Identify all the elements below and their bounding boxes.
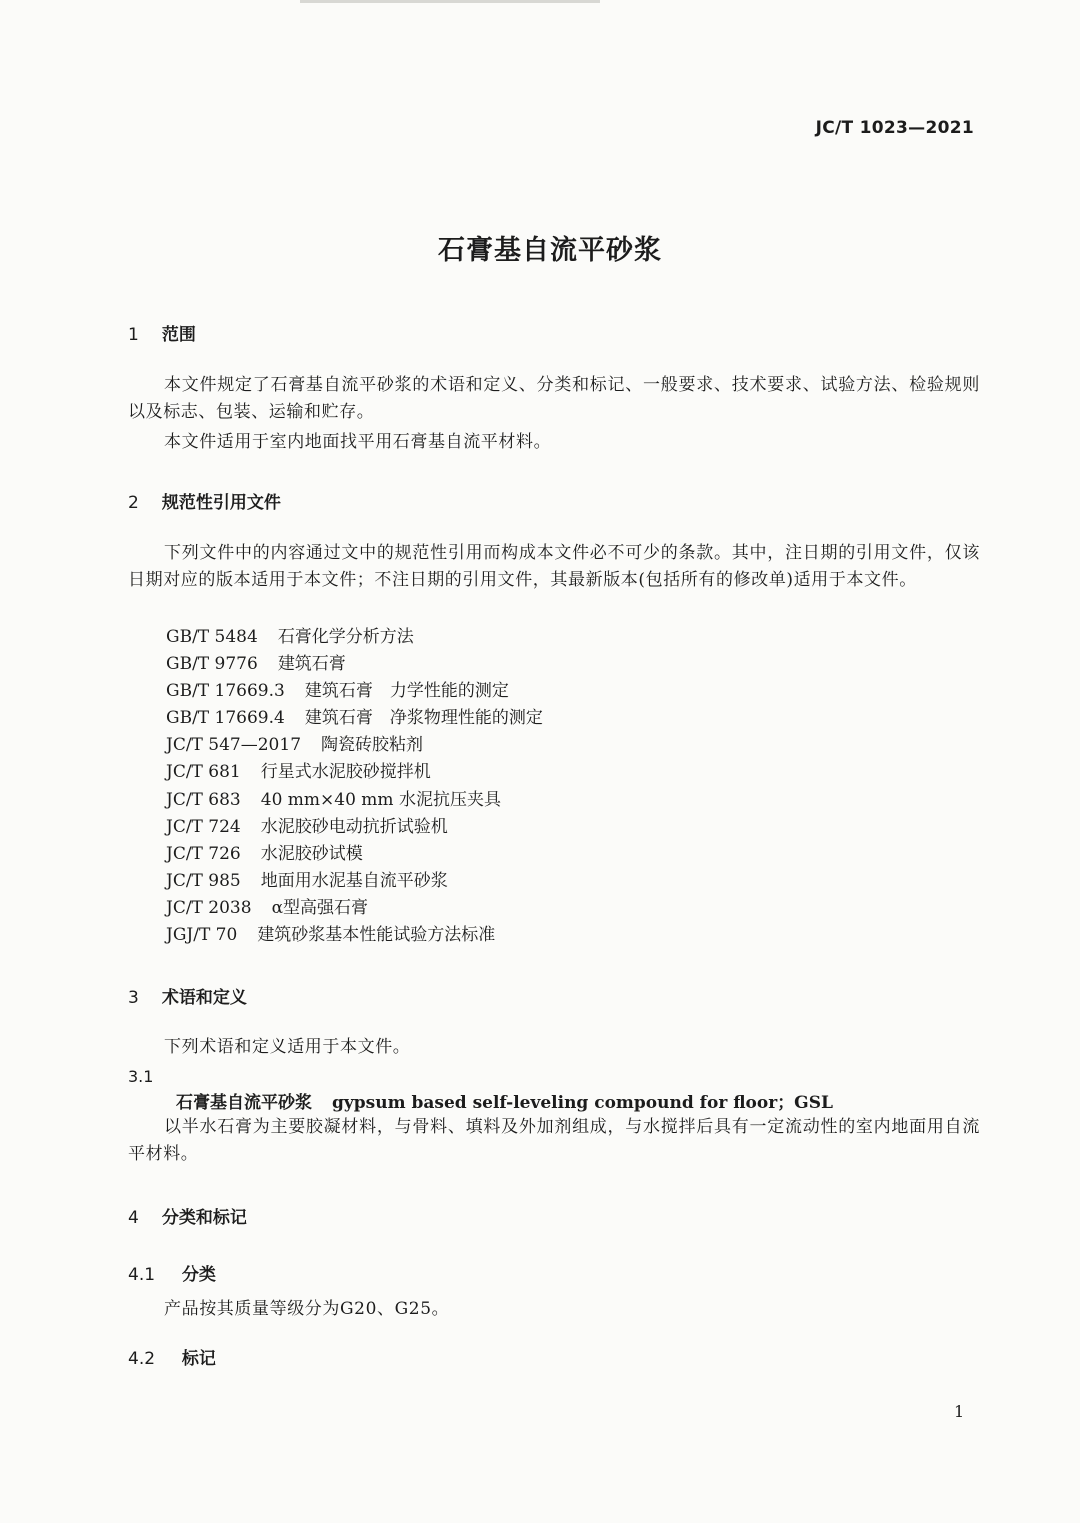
subsection-number: 4.1	[128, 1265, 156, 1285]
ref-code: JC/T 683	[166, 789, 241, 810]
ref-title: 陶瓷砖胶粘剂	[321, 735, 424, 756]
list-item	[166, 624, 543, 651]
section-number: 1	[128, 325, 139, 345]
ref-title: 建筑石膏	[277, 654, 346, 675]
list-item	[166, 732, 543, 759]
subsection-title: 分类	[181, 1265, 216, 1285]
section-heading-terms	[128, 983, 247, 1008]
document-title: 石膏基自流平砂浆	[438, 235, 662, 266]
ref-code: GB/T 17669.3	[166, 681, 285, 702]
ref-title: 建筑石膏 力学性能的测定	[304, 681, 509, 702]
list-item	[166, 814, 543, 841]
ref-title: 建筑石膏 净浆物理性能的测定	[304, 708, 543, 729]
list-item	[166, 651, 543, 678]
ref-title: 石膏化学分析方法	[277, 627, 414, 647]
ref-title: 行星式水泥胶砂搅拌机	[260, 762, 431, 783]
terms-intro: 下列术语和定义适用于本文件。	[164, 1037, 411, 1057]
subsection-number: 4.2	[128, 1349, 156, 1369]
term-chinese: 石膏基自流平砂浆	[176, 1093, 312, 1113]
scope-paragraph-1: 本文件规定了石膏基自流平砂浆的术语和定义、分类和标记、一般要求、技术要求、试验方法、检验规则以及标志、包装、运输和贮存。	[128, 375, 980, 422]
ref-code: JC/T 2038	[166, 897, 252, 918]
list-item	[166, 787, 543, 814]
term-english: gypsum based self-leveling compound for floor；GSL	[332, 1093, 833, 1113]
term-entry	[176, 1088, 833, 1113]
ref-code: GB/T 17669.4	[166, 708, 285, 729]
ref-title: α型高强石膏	[271, 897, 369, 918]
term-definition: 以半水石膏为主要胶凝材料，与骨料、填料及外加剂组成，与水搅拌后具有一定流动性的室内地面用自流平材料。	[128, 1117, 980, 1164]
ref-code: JC/T 681	[166, 762, 241, 783]
section-heading-classification	[128, 1203, 247, 1228]
scope-paragraph-2: 本文件适用于室内地面找平用石膏基自流平材料。	[164, 432, 552, 452]
section-title: 规范性引用文件	[161, 493, 281, 513]
ref-code: JC/T 726	[166, 843, 241, 864]
section-number: 4	[128, 1208, 139, 1228]
ref-code: JC/T 985	[166, 870, 241, 891]
list-item	[166, 841, 543, 868]
ref-code: GB/T 5484	[166, 627, 258, 647]
section-title: 术语和定义	[161, 988, 247, 1008]
ref-title: 地面用水泥基自流平砂浆	[260, 870, 448, 891]
normative-refs-intro: 下列文件中的内容通过文中的规范性引用而构成本文件必不可少的条款。其中，注日期的引用文件，仅该日期对应的版本适用于本文件；不注日期的引用文件，其最新版本(包括所有的修改单)适用于本文件。	[128, 543, 980, 590]
page-edge	[300, 0, 600, 3]
list-item	[166, 705, 543, 732]
ref-title: 建筑砂浆基本性能试验方法标准	[257, 925, 496, 946]
list-item	[166, 759, 543, 786]
section-title: 分类和标记	[161, 1208, 247, 1228]
section-heading-scope	[128, 320, 196, 345]
subsection-heading-marking	[128, 1344, 216, 1369]
standard-code: JC/T 1023—2021	[815, 118, 974, 138]
classification-text: 产品按其质量等级分为G20、G25。	[164, 1299, 450, 1319]
ref-title: 水泥胶砂电动抗折试验机	[260, 816, 448, 837]
section-heading-normative-refs	[128, 488, 281, 513]
subsection-title: 标记	[181, 1349, 216, 1369]
list-item	[166, 678, 543, 705]
ref-title: 40 mm×40 mm 水泥抗压夹具	[260, 789, 501, 810]
reference-list	[166, 624, 543, 949]
ref-code: JGJ/T 70	[166, 925, 238, 946]
subsection-heading-classification	[128, 1260, 216, 1285]
ref-code: JC/T 547—2017	[166, 735, 302, 756]
list-item	[166, 922, 543, 949]
section-number: 3	[128, 988, 139, 1008]
ref-code: GB/T 9776	[166, 654, 258, 675]
list-item	[166, 868, 543, 895]
section-number: 2	[128, 493, 139, 513]
ref-code: JC/T 724	[166, 816, 241, 837]
list-item	[166, 895, 543, 922]
section-title: 范围	[161, 325, 196, 345]
ref-title: 水泥胶砂试模	[260, 843, 363, 864]
page-number: 1	[954, 1402, 965, 1421]
clause-number: 3.1	[128, 1067, 154, 1086]
